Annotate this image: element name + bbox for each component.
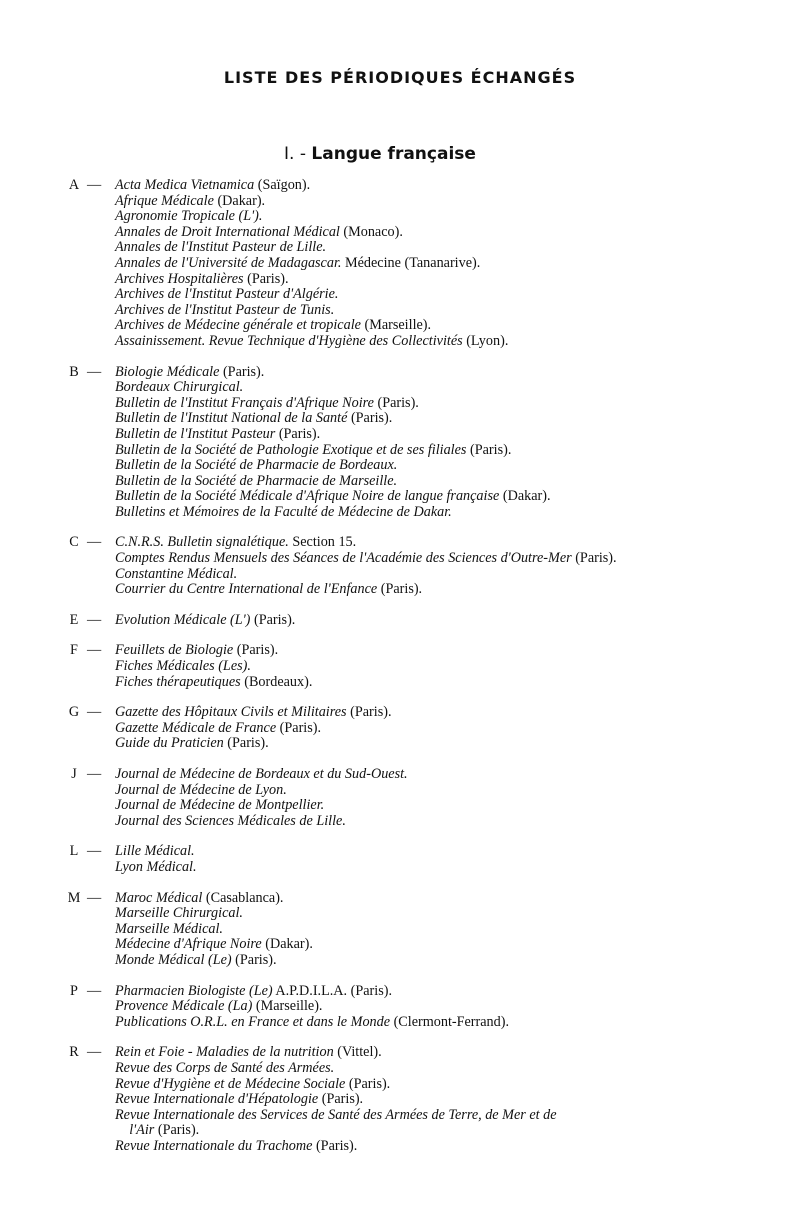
periodical-entry [115,1015,757,1031]
periodical-location: A.P.D.I.L.A. (Paris). [272,982,393,999]
letter-group [67,1045,757,1154]
periodical-entry [115,814,757,830]
group-dash: — [87,177,102,193]
periodical-title: Bordeaux Chirurgical. [115,379,244,396]
periodical-location: (Marseille). [360,317,432,334]
periodical-location: (Paris). [233,642,279,659]
periodical-entry [115,721,757,737]
periodical-location: (Paris). [345,1075,391,1092]
periodical-title: Revue Internationale du Trachome [115,1137,313,1154]
periodical-entry [115,334,757,350]
periodical-location: (Paris). [373,394,419,411]
group-dash: — [87,611,102,628]
group-letter: M [67,889,81,906]
letter-group [67,767,757,829]
group-entries [115,844,757,875]
periodical-title: Fiches Médicales (Les). [115,658,251,675]
periodical-title: Archives de l'Institut Pasteur d'Algérie. [115,286,339,303]
periodical-entry [115,225,757,241]
periodical-location: (Paris). [276,719,322,736]
periodical-title: Maroc Médical [115,889,203,906]
periodical-title: Bulletin de l'Institut National de la Santé [115,410,348,427]
periodical-location: (Paris). [154,1122,200,1139]
periodical-title: Journal de Médecine de Montpellier. [115,797,325,814]
periodical-title: Gazette des Hôpitaux Civils et Militaires [115,704,347,721]
periodical-entry [115,922,757,938]
letter-group [67,984,757,1031]
group-dash: — [87,982,102,999]
periodical-title: Courrier du Centre International de l'Enfance [115,581,378,598]
periodical-entry [115,1139,757,1155]
periodical-title: Bulletin de l'Institut Français d'Afrique Noire [115,394,374,411]
group-entries [115,767,757,829]
periodical-entry [115,1108,757,1124]
letter-group [67,643,757,690]
periodical-title: Bulletin de la Société de Pharmacie de Marseille. [115,472,398,489]
periodical-title: Bulletins et Mémoires de la Faculté de Médecine de Dakar. [115,503,452,520]
periodical-entry [115,798,757,814]
periodical-location: (Paris). [377,581,423,598]
periodical-location: (Paris). [219,363,265,380]
periodical-entry [115,984,757,1000]
periodical-title: Marseille Médical. [115,920,223,937]
letter-group [67,613,757,629]
periodical-entry [115,1061,757,1077]
periodical-title: Fiches thérapeutiques [115,673,241,690]
periodical-entry [115,256,757,272]
periodical-location: (Paris). [243,270,289,287]
group-letter: F [70,642,78,659]
periodical-entry [115,767,757,783]
group-entries [115,365,757,521]
periodical-title: Pharmacien Biologiste (Le) [115,982,273,999]
periodical-title: Biologie Médicale [115,363,220,380]
periodical-entry [115,474,757,490]
periodical-title: Monde Médical (Le) [115,951,232,968]
periodical-entry [115,209,757,225]
periodical-title: Archives Hospitalières [115,270,244,287]
group-letter: E [69,611,79,628]
periodical-location: (Paris). [250,611,296,628]
periodical-entry [115,489,757,505]
periodical-title: Archives de l'Institut Pasteur de Tunis. [115,301,335,318]
periodical-location: (Paris). [231,951,277,968]
periodical-location: (Saïgon). [254,177,311,193]
periodical-title: Afrique Médicale [115,192,214,209]
periodical-entry [115,178,757,194]
periodical-location: (Marseille). [252,998,323,1015]
periodical-location: (Paris). [571,550,617,567]
periodical-title: Annales de l'Institut Pasteur de Lille. [115,239,327,256]
periodical-title: Marseille Chirurgical. [115,905,243,922]
periodical-entry [115,411,757,427]
periodical-title: Bulletin de la Société Médicale d'Afrique Noire de langue française [115,488,500,505]
periodical-entry [115,303,757,319]
section-heading [0,144,760,164]
group-entries [115,535,757,597]
letter-group [67,891,757,969]
group-letter: J [71,766,77,782]
periodical-title: Archives de Médecine générale et tropicale [115,317,361,334]
periodical-location: (Bordeaux). [240,673,313,690]
periodical-entry [115,443,757,459]
periodical-entry [115,365,757,381]
periodical-location: (Paris). [346,704,392,721]
periodical-title: Annales de l'Université de Madagascar. [115,254,342,271]
periodical-location: (Paris). [223,735,269,752]
periodical-entry [115,240,757,256]
group-letter: B [69,363,79,380]
periodical-entry [115,937,757,953]
periodical-title: Rein et Foie - Maladies de la nutrition [115,1044,334,1061]
periodical-entry [115,659,757,675]
periodical-entry [115,396,757,412]
periodical-title: Annales de Droit International Médical [115,223,340,240]
group-dash: — [87,642,102,659]
periodical-title: Publications O.R.L. en France et dans le Monde [115,1013,391,1030]
group-entries [115,1045,757,1154]
periodical-title: Revue Internationale d'Hépatologie [115,1091,319,1108]
group-dash: — [87,1044,102,1061]
group-dash: — [87,766,102,782]
periodical-location: (Vittel). [333,1044,382,1061]
periodical-location: (Paris). [347,410,393,427]
group-letter: P [70,982,78,999]
group-entries [115,891,757,969]
group-dash: — [87,704,102,721]
periodical-entry [115,1123,757,1139]
periodical-location: (Lyon). [462,332,509,349]
periodical-entry [115,458,757,474]
group-dash: — [87,363,102,380]
section-number: I. - [284,144,307,164]
periodical-title: Journal de Médecine de Lyon. [115,781,287,798]
periodical-entry [115,844,757,860]
periodical-entry [115,551,757,567]
periodical-title: Agronomie Tropicale (L'). [115,208,263,225]
periodical-title: Feuillets de Biologie [115,642,234,659]
periodical-entry [115,643,757,659]
periodical-entry [115,613,757,629]
periodical-title: Journal de Médecine de Bordeaux et du Sud-Ouest. [115,766,408,782]
periodical-title: Guide du Praticien [115,735,224,752]
page-title: LISTE DES PÉRIODIQUES ÉCHANGÉS [223,68,577,87]
periodical-location: (Dakar). [213,192,266,209]
periodical-entry [115,194,757,210]
periodical-entry [115,287,757,303]
group-entries [115,705,757,752]
group-letter: A [68,177,80,193]
periodical-title: Bulletin de la Société de Pharmacie de Bordeaux. [115,457,398,474]
periodicals-list [67,178,757,1169]
group-entries [115,613,757,629]
periodical-entry [115,1077,757,1093]
periodical-title: Comptes Rendus Mensuels des Séances de l'Académie des Sciences d'Outre-Mer [115,550,572,567]
periodical-title: Revue d'Hygiène et de Médecine Sociale [115,1075,346,1092]
periodical-title: Bulletin de l'Institut Pasteur [115,425,276,442]
periodical-entry [115,582,757,598]
group-dash: — [87,843,102,860]
group-letter: L [69,843,79,860]
periodical-entry [115,705,757,721]
group-dash: — [87,534,102,551]
periodical-title: Assainissement. Revue Technique d'Hygiène des Collectivités [115,332,463,349]
letter-group [67,178,757,350]
periodical-entry [115,999,757,1015]
periodical-entry [115,906,757,922]
section-name: Langue française [311,144,476,164]
group-letter: R [69,1044,79,1061]
periodical-location: Section 15. [288,534,357,551]
periodical-title: l'Air [115,1122,155,1139]
periodical-entry [115,427,757,443]
periodical-entry [115,567,757,583]
periodical-title: Lille Médical. [115,843,195,860]
periodical-entry [115,505,757,521]
letter-group [67,844,757,875]
periodical-entry [115,860,757,876]
periodical-location: (Dakar). [499,488,551,505]
periodical-title: Lyon Médical. [115,858,197,875]
periodical-entry [115,736,757,752]
periodical-location: (Clermont-Ferrand). [390,1013,510,1030]
periodical-entry [115,1092,757,1108]
periodical-title: Evolution Médicale (L') [115,611,251,628]
periodical-location: (Monaco). [339,223,403,240]
periodical-entry [115,272,757,288]
periodical-location: Médecine (Tananarive). [341,254,481,271]
periodical-location: (Dakar). [261,936,313,953]
periodical-title: C.N.R.S. Bulletin signalétique. [115,534,289,551]
periodical-location: (Paris). [312,1137,358,1154]
periodical-location: (Casablanca). [202,889,284,906]
periodical-location: (Paris). [466,441,512,458]
periodical-entry [115,675,757,691]
periodical-title: Acta Medica Vietnamica [115,177,255,193]
periodical-title: Bulletin de la Société de Pathologie Exotique et de ses filiales [115,441,467,458]
periodical-location: (Paris). [275,425,321,442]
group-letter: C [69,534,79,551]
periodical-entry [115,783,757,799]
group-letter: G [68,704,80,721]
periodical-title: Médecine d'Afrique Noire [115,936,262,953]
letter-group [67,535,757,597]
periodical-entry [115,891,757,907]
group-entries [115,178,757,350]
group-entries [115,643,757,690]
periodical-title: Constantine Médical. [115,565,238,582]
periodical-title: Revue Internationale des Services de Santé des Armées de Terre, de Mer et de [115,1106,557,1123]
periodical-entry [115,535,757,551]
periodical-entry [115,953,757,969]
periodical-entry [115,1045,757,1061]
periodical-title: Revue des Corps de Santé des Armées. [115,1059,335,1076]
periodical-location: (Paris). [318,1091,364,1108]
periodical-entry [115,380,757,396]
periodical-entry [115,318,757,334]
periodical-title: Provence Médicale (La) [115,998,253,1015]
group-dash: — [87,889,102,906]
periodical-title: Gazette Médicale de France [115,719,277,736]
group-entries [115,984,757,1031]
periodical-title: Journal des Sciences Médicales de Lille. [115,812,346,829]
letter-group [67,365,757,521]
letter-group [67,705,757,752]
